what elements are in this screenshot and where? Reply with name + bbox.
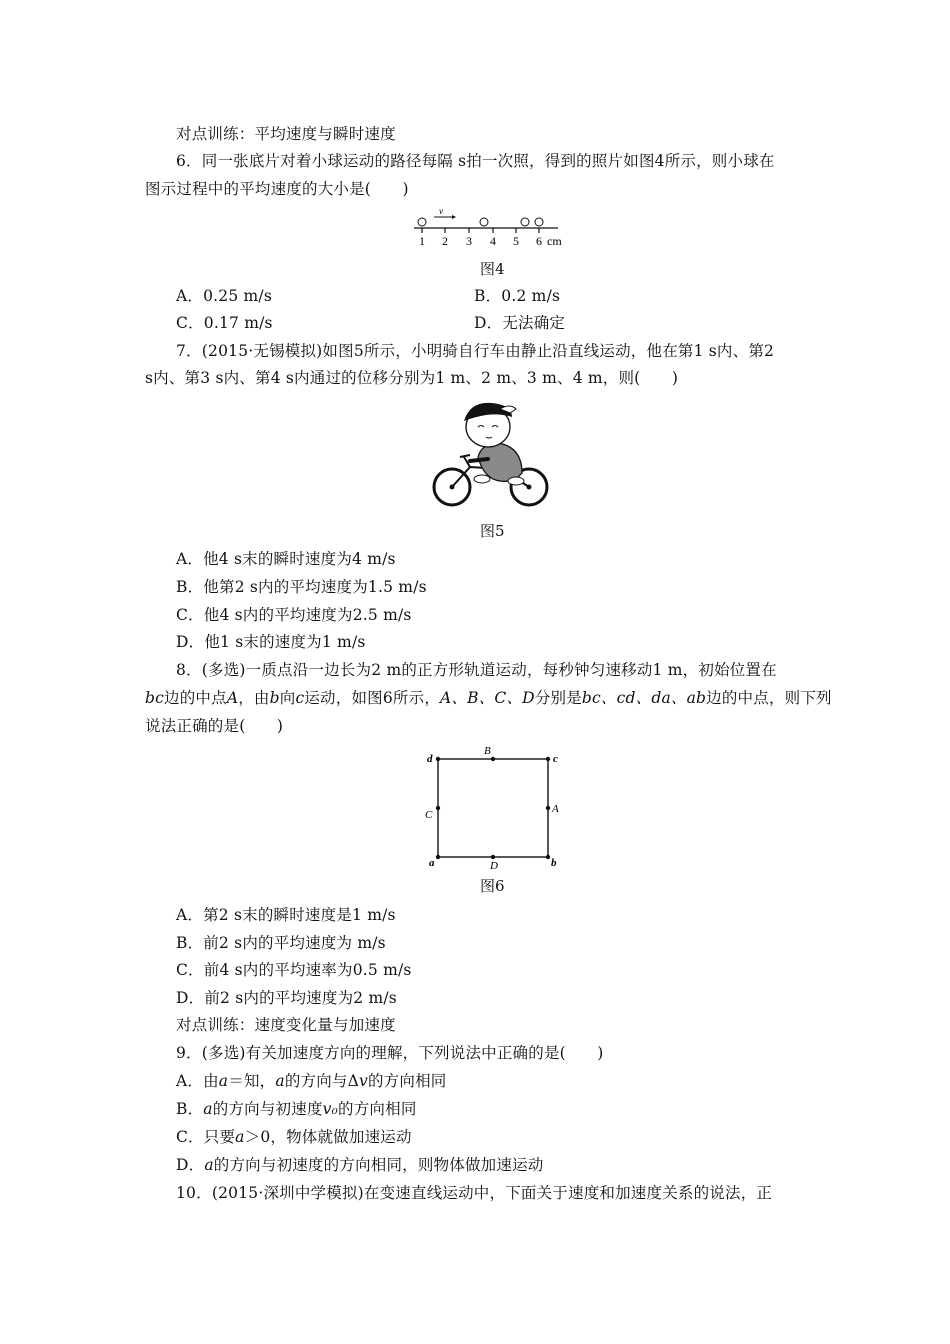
- ball-position-1: [418, 218, 426, 226]
- midpoint-label-D: D: [490, 860, 498, 872]
- question-9-line-1: 9．(多选)有关加速度方向的理解，下列说法中正确的是( ): [176, 1044, 604, 1062]
- figure-5-cyclist-illustration: [430, 395, 552, 513]
- midpoint-label-A: A: [552, 803, 559, 815]
- q8-option-a: A．第2 s末的瞬时速度是1 m/s: [176, 906, 396, 924]
- ball-position-3: [521, 218, 529, 226]
- question-8-line-2: bc边的中点A，由b向c运动，如图6所示，A、B、C、D分别是bc、cd、da、ab边的中点，则下列: [145, 689, 832, 707]
- tick-label-5: 5: [513, 234, 519, 248]
- midpoint-label-C: C: [425, 809, 433, 821]
- ball-position-4: [535, 218, 543, 226]
- q8-option-b: B．前2 s内的平均速度为 m/s: [176, 934, 386, 952]
- question-6-line-2: 图示过程中的平均速度的大小是( ): [145, 180, 409, 198]
- tick-label-6: 6: [536, 234, 542, 248]
- corner-label-c: c: [553, 753, 558, 765]
- figure-5-caption: 图5: [480, 522, 505, 540]
- section-title: 对点训练：平均速度与瞬时速度: [176, 125, 396, 143]
- q7-option-a: A．他4 s末的瞬时速度为4 m/s: [176, 550, 396, 568]
- figure-6-square-track: [418, 740, 568, 872]
- corner-label-b: b: [551, 857, 557, 869]
- q6-option-c: C．0.17 m/s: [176, 314, 273, 332]
- q9-option-d: D．a的方向与初速度的方向相同，则物体做加速运动: [176, 1156, 544, 1174]
- question-8-line-3: 说法正确的是( ): [145, 717, 284, 735]
- tick-label-4: 4: [490, 234, 496, 248]
- tick-label-1: 1: [419, 234, 425, 248]
- q6-option-b: B．0.2 m/s: [474, 287, 561, 305]
- figure-4-ruler: [408, 206, 568, 250]
- question-6-line-1: 6．同一张底片对着小球运动的路径每隔 s拍一次照，得到的照片如图4所示，则小球在: [176, 152, 775, 170]
- q6-option-d: D．无法确定: [474, 314, 566, 332]
- q8-option-c: C．前4 s内的平均速率为0.5 m/s: [176, 961, 412, 979]
- question-7-line-1: 7．(2015·无锡模拟)如图5所示，小明骑自行车由静止沿直线运动，他在第1 s内、第2: [176, 342, 775, 360]
- q7-option-c: C．他4 s内的平均速度为2.5 m/s: [176, 606, 412, 624]
- velocity-label: v: [439, 206, 443, 216]
- q6-option-a: A．0.25 m/s: [176, 287, 273, 305]
- ball-position-2: [480, 218, 488, 226]
- question-8-line-1: 8．(多选)一质点沿一边长为2 m的正方形轨道运动，每秒钟匀速移动1 m，初始位置在: [176, 661, 777, 679]
- q7-option-d: D．他1 s末的速度为1 m/s: [176, 633, 366, 651]
- figure-6-caption: 图6: [480, 877, 505, 895]
- midpoint-label-B: B: [484, 745, 491, 757]
- tick-label-2: 2: [442, 234, 448, 248]
- question-10-line-1: 10．(2015·深圳中学模拟)在变速直线运动中，下面关于速度和加速度关系的说法，正: [176, 1184, 773, 1202]
- q9-option-b: B．a的方向与初速度v₀的方向相同: [176, 1100, 417, 1118]
- q7-option-b: B．他第2 s内的平均速度为1.5 m/s: [176, 578, 427, 596]
- figure-4-caption: 图4: [480, 260, 505, 278]
- section-title: 对点训练：速度变化量与加速度: [176, 1016, 396, 1034]
- corner-label-d: d: [427, 753, 433, 765]
- tick-label-3: 3: [466, 234, 472, 248]
- q8-option-d: D．前2 s内的平均速度为2 m/s: [176, 989, 397, 1007]
- question-7-line-2: s内、第3 s内、第4 s内通过的位移分别为1 m、2 m、3 m、4 m，则( ): [145, 369, 679, 387]
- q9-option-a: A．由a＝知，a的方向与Δv的方向相同: [176, 1072, 447, 1090]
- corner-label-a: a: [429, 857, 435, 869]
- unit-label: cm: [547, 234, 562, 248]
- q9-option-c: C．只要a＞0，物体就做加速运动: [176, 1128, 412, 1146]
